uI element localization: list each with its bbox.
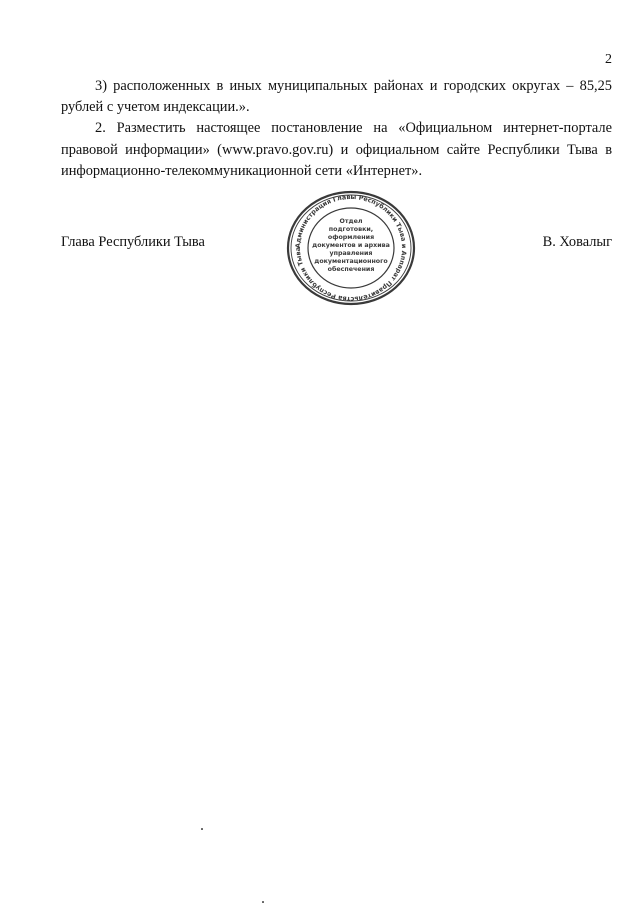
official-seal-stamp <box>285 190 417 307</box>
seal-center-line-6: документационного <box>314 258 388 265</box>
seal-center-line-4: документов и архива <box>312 242 390 249</box>
seal-center-line-3: оформления <box>327 234 375 241</box>
seal-center-line-2: подготовки, <box>328 226 374 233</box>
signatory-position: Глава Республики Тыва <box>61 234 205 250</box>
page-number: 2 <box>605 52 612 67</box>
scan-speck <box>201 828 203 830</box>
seal-icon <box>285 190 417 307</box>
seal-center-line-7: обеспечения <box>327 266 375 273</box>
paragraph-item-3: 3) расположенных в иных муниципальных районах и городских округах – 85,25 рублей с учетом индексации.». <box>61 78 612 116</box>
seal-center-line-1: Отдел <box>339 218 363 225</box>
seal-ring-text: Администрация Главы Республики Тыва и Аппарат Правительства Республики Тыва <box>293 192 409 304</box>
seal-center-line-5: управления <box>329 250 373 257</box>
scan-speck <box>262 901 264 903</box>
document-body <box>61 76 612 182</box>
signatory-name: В. Ховалыг <box>542 234 612 250</box>
paragraph-publication: 2. Разместить настоящее постановление на «Официальном интернет-портале правовой информации» (www.pravo.gov.ru) и официальном сайте Республики Тыва в информационно-телекоммуникационной сети «Интернет». <box>61 120 612 179</box>
